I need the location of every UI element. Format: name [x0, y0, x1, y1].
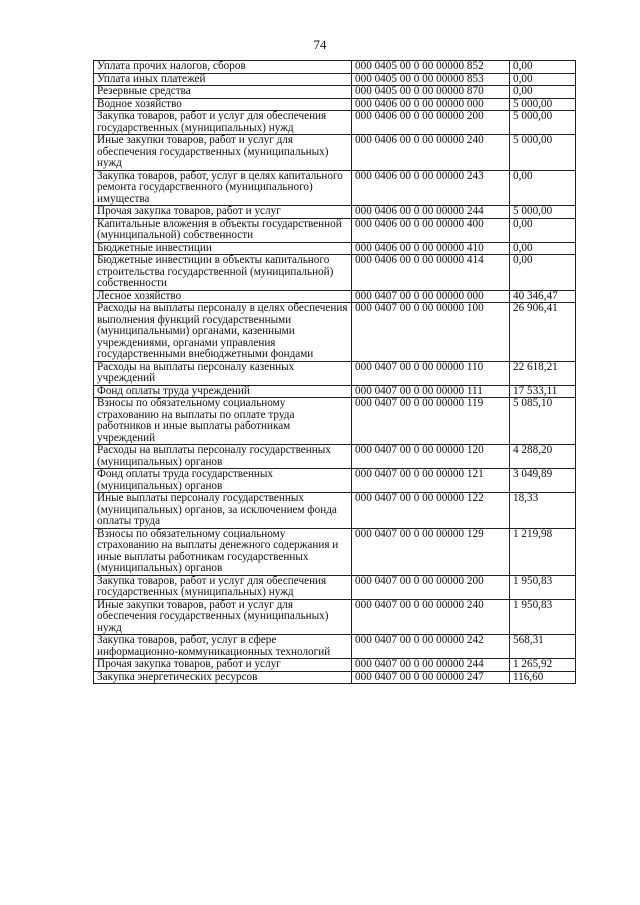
row-sum-cell: 40 346,47 [510, 290, 576, 303]
row-code-cell: 000 0406 00 0 00 00000 243 [352, 170, 510, 206]
row-name-cell: Бюджетные инвестиции [94, 242, 352, 255]
row-name-cell: Закупка энергетических ресурсов [94, 671, 352, 684]
row-sum-cell: 0,00 [510, 255, 576, 291]
table-row [94, 671, 576, 684]
table-row [94, 290, 576, 303]
table-row [94, 493, 576, 529]
row-name-cell: Расходы на выплаты персоналу государственных (муниципальных) органов [94, 445, 352, 469]
row-code-cell: 000 0407 00 0 00 00000 100 [352, 303, 510, 362]
row-sum-cell: 5 000,00 [510, 111, 576, 135]
row-sum-cell: 1 219,98 [510, 528, 576, 575]
budget-table [93, 60, 576, 684]
table-row [94, 469, 576, 493]
row-code-cell: 000 0407 00 0 00 00000 244 [352, 659, 510, 672]
row-sum-cell: 0,00 [510, 73, 576, 86]
row-name-cell: Прочая закупка товаров, работ и услуг [94, 659, 352, 672]
row-sum-cell: 3 049,89 [510, 469, 576, 493]
row-name-cell: Взносы по обязательному социальному страхованию на выплаты по оплате труда работников и иные выплаты работникам учреждений [94, 398, 352, 445]
row-code-cell: 000 0407 00 0 00 00000 120 [352, 445, 510, 469]
table-row [94, 599, 576, 635]
row-name-cell: Бюджетные инвестиции в объекты капитального строительства государственной (муниципальной) собственности [94, 255, 352, 291]
row-sum-cell: 4 288,20 [510, 445, 576, 469]
row-code-cell: 000 0405 00 0 00 00000 852 [352, 61, 510, 74]
row-name-cell: Капитальные вложения в объекты государственной (муниципальной) собственности [94, 218, 352, 242]
row-code-cell: 000 0406 00 0 00 00000 240 [352, 135, 510, 171]
row-name-cell: Уплата иных платежей [94, 73, 352, 86]
row-name-cell: Прочая закупка товаров, работ и услуг [94, 206, 352, 219]
row-name-cell: Взносы по обязательному социальному страхованию на выплаты денежного содержания и иные выплаты работникам государственных (муниципальных) органов [94, 528, 352, 575]
row-code-cell: 000 0407 00 0 00 00000 122 [352, 493, 510, 529]
row-sum-cell: 18,33 [510, 493, 576, 529]
row-name-cell: Закупка товаров, работ и услуг для обеспечения государственных (муниципальных) нужд [94, 575, 352, 599]
row-sum-cell: 17 533,11 [510, 385, 576, 398]
row-sum-cell: 0,00 [510, 242, 576, 255]
row-sum-cell: 0,00 [510, 86, 576, 99]
row-code-cell: 000 0406 00 0 00 00000 414 [352, 255, 510, 291]
table-row [94, 135, 576, 171]
row-sum-cell: 568,31 [510, 635, 576, 659]
row-sum-cell: 5 000,00 [510, 98, 576, 111]
row-code-cell: 000 0407 00 0 00 00000 247 [352, 671, 510, 684]
row-name-cell: Закупка товаров, работ, услуг в целях капитального ремонта государственного (муниципального) имущества [94, 170, 352, 206]
table-row [94, 528, 576, 575]
row-code-cell: 000 0406 00 0 00 00000 200 [352, 111, 510, 135]
table-row [94, 635, 576, 659]
row-name-cell: Уплата прочих налогов, сборов [94, 61, 352, 74]
table-row [94, 361, 576, 385]
row-name-cell: Иные закупки товаров, работ и услуг для обеспечения государственных (муниципальных) нужд [94, 599, 352, 635]
row-code-cell: 000 0407 00 0 00 00000 121 [352, 469, 510, 493]
table-row [94, 98, 576, 111]
row-code-cell: 000 0407 00 0 00 00000 129 [352, 528, 510, 575]
row-sum-cell: 22 618,21 [510, 361, 576, 385]
row-name-cell: Расходы на выплаты персоналу казенных учреждений [94, 361, 352, 385]
row-code-cell: 000 0405 00 0 00 00000 870 [352, 86, 510, 99]
row-sum-cell: 116,60 [510, 671, 576, 684]
row-name-cell: Иные выплаты персоналу государственных (муниципальных) органов, за исключением фонда оплаты труда [94, 493, 352, 529]
row-name-cell: Расходы на выплаты персоналу в целях обеспечения выполнения функций государственными (муниципальными) органами, казенными учреждениями, органами управления государственными внебюджетными фондами [94, 303, 352, 362]
row-code-cell: 000 0407 00 0 00 00000 111 [352, 385, 510, 398]
table-row [94, 86, 576, 99]
row-sum-cell: 26 906,41 [510, 303, 576, 362]
page-number: 74 [313, 37, 327, 52]
row-code-cell: 000 0407 00 0 00 00000 119 [352, 398, 510, 445]
row-name-cell: Водное хозяйство [94, 98, 352, 111]
table-row [94, 218, 576, 242]
row-sum-cell: 0,00 [510, 61, 576, 74]
row-code-cell: 000 0407 00 0 00 00000 000 [352, 290, 510, 303]
table-row [94, 242, 576, 255]
row-code-cell: 000 0407 00 0 00 00000 242 [352, 635, 510, 659]
row-sum-cell: 5 000,00 [510, 135, 576, 171]
row-code-cell: 000 0405 00 0 00 00000 853 [352, 73, 510, 86]
row-sum-cell: 1 950,83 [510, 599, 576, 635]
row-code-cell: 000 0407 00 0 00 00000 240 [352, 599, 510, 635]
table-row [94, 303, 576, 362]
row-sum-cell: 5 085,10 [510, 398, 576, 445]
table-row [94, 445, 576, 469]
table-row [94, 255, 576, 291]
row-sum-cell: 1 265,92 [510, 659, 576, 672]
table-row [94, 73, 576, 86]
row-sum-cell: 5 000,00 [510, 206, 576, 219]
row-code-cell: 000 0406 00 0 00 00000 000 [352, 98, 510, 111]
table-row [94, 170, 576, 206]
row-name-cell: Закупка товаров, работ и услуг для обеспечения государственных (муниципальных) нужд [94, 111, 352, 135]
row-sum-cell: 0,00 [510, 170, 576, 206]
row-code-cell: 000 0407 00 0 00 00000 110 [352, 361, 510, 385]
table-row [94, 398, 576, 445]
table-row [94, 659, 576, 672]
row-code-cell: 000 0407 00 0 00 00000 200 [352, 575, 510, 599]
budget-table-body [94, 61, 576, 684]
row-name-cell: Лесное хозяйство [94, 290, 352, 303]
table-row [94, 575, 576, 599]
table-row [94, 111, 576, 135]
table-row [94, 206, 576, 219]
row-name-cell: Резервные средства [94, 86, 352, 99]
row-sum-cell: 1 950,83 [510, 575, 576, 599]
table-row [94, 61, 576, 74]
row-code-cell: 000 0406 00 0 00 00000 410 [352, 242, 510, 255]
row-name-cell: Фонд оплаты труда учреждений [94, 385, 352, 398]
row-code-cell: 000 0406 00 0 00 00000 244 [352, 206, 510, 219]
row-name-cell: Иные закупки товаров, работ и услуг для обеспечения государственных (муниципальных) нужд [94, 135, 352, 171]
row-sum-cell: 0,00 [510, 218, 576, 242]
row-code-cell: 000 0406 00 0 00 00000 400 [352, 218, 510, 242]
row-name-cell: Закупка товаров, работ, услуг в сфере информационно-коммуникационных технологий [94, 635, 352, 659]
row-name-cell: Фонд оплаты труда государственных (муниципальных) органов [94, 469, 352, 493]
table-row [94, 385, 576, 398]
